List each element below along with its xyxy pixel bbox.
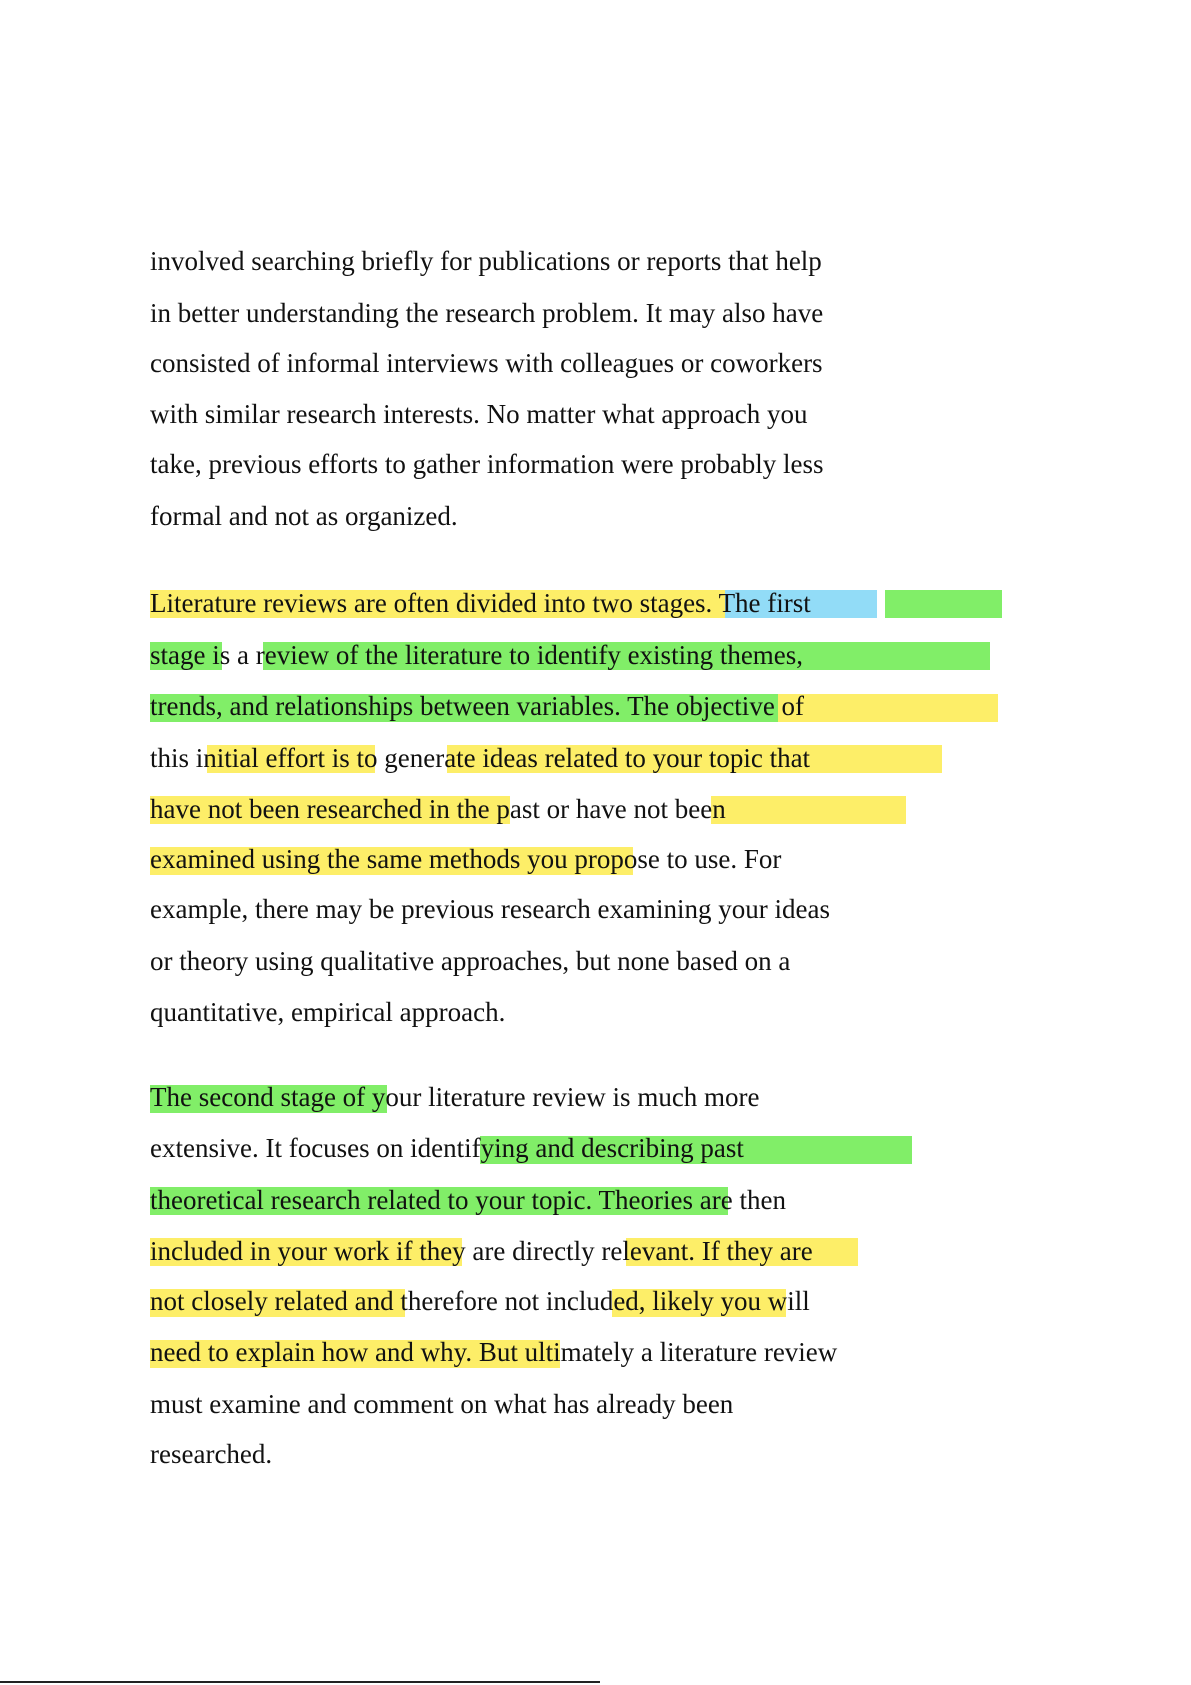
highlight-yellow	[778, 694, 998, 722]
text-line: need to explain how and why. But ultimately a literature review	[150, 1337, 838, 1367]
text-line: trends, and relationships between variables. The objective of	[150, 691, 805, 721]
text-line: must examine and comment on what has already been	[150, 1389, 734, 1419]
text-line: example, there may be previous research examining your ideas	[150, 894, 830, 924]
text-line: with similar research interests. No matter what approach you	[150, 399, 808, 429]
text-line: included in your work if they are directly relevant. If they are	[150, 1236, 813, 1266]
text-line: involved searching briefly for publications or reports that help	[150, 246, 822, 276]
text-line: not closely related and therefore not included, likely you will	[150, 1286, 810, 1316]
text-line: have not been researched in the past or have not been	[150, 794, 726, 824]
text-line: quantitative, empirical approach.	[150, 997, 506, 1027]
highlight-yellow	[711, 796, 906, 824]
text-line: or theory using qualitative approaches, but none based on a	[150, 946, 791, 976]
text-line: stage is a review of the literature to identify existing themes,	[150, 640, 804, 670]
text-line: researched.	[150, 1439, 273, 1469]
text-line: consisted of informal interviews with colleagues or coworkers	[150, 348, 823, 378]
text-line: formal and not as organized.	[150, 501, 458, 531]
text-line: theoretical research related to your topic. Theories are then	[150, 1185, 786, 1215]
text-line: take, previous efforts to gather information were probably less	[150, 449, 824, 479]
highlight-green	[885, 590, 1002, 618]
text-line: extensive. It focuses on identifying and describing past	[150, 1133, 744, 1163]
text-line: examined using the same methods you propose to use. For	[150, 844, 782, 874]
text-line: in better understanding the research problem. It may also have	[150, 298, 824, 328]
text-line: Literature reviews are often divided into two stages. The first	[150, 588, 811, 618]
footer-divider	[0, 1681, 600, 1683]
text-line: this initial effort is to generate ideas related to your topic that	[150, 743, 811, 773]
text-line: The second stage of your literature review is much more	[150, 1082, 760, 1112]
